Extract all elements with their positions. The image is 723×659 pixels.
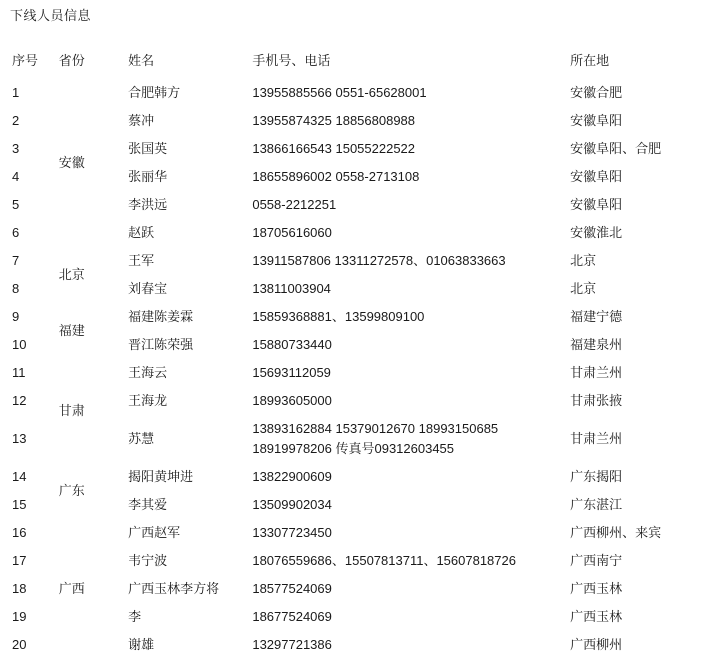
cell-name: 李 <box>128 609 142 624</box>
table-row <box>0 303 723 331</box>
cell-index: 1 <box>12 85 20 100</box>
phone-line: 0558-2212251 <box>252 197 337 212</box>
cell-phone <box>242 275 560 303</box>
cell-location: 广西南宁 <box>570 553 623 568</box>
cell-name: 张国英 <box>128 141 168 156</box>
phone-line: 15859368881、13599809100 <box>252 309 425 324</box>
phone-line: 13955885566 0551-65628001 <box>252 85 427 100</box>
cell-name: 谢雄 <box>128 637 155 652</box>
cell-index: 20 <box>12 637 27 652</box>
cell-province: 福建 <box>58 323 85 338</box>
cell-location: 安徽阜阳 <box>570 169 623 184</box>
phone-line: 15880733440 <box>252 337 332 352</box>
personnel-table <box>0 44 723 659</box>
column-header-phone: 手机号、电话 <box>252 53 331 68</box>
cell-index: 2 <box>12 113 20 128</box>
cell-province: 安徽 <box>58 155 85 170</box>
cell-index: 19 <box>12 609 27 624</box>
phone-line: 13893162884 15379012670 18993150685 <box>252 421 499 436</box>
cell-phone <box>242 79 560 107</box>
cell-index: 11 <box>12 365 26 380</box>
phone-line: 13297721386 <box>252 637 332 652</box>
cell-phone <box>242 163 560 191</box>
cell-phone <box>242 331 560 359</box>
cell-phone <box>242 547 560 575</box>
cell-index: 15 <box>12 497 27 512</box>
cell-index: 8 <box>12 281 20 296</box>
phone-line: 18577524069 <box>252 581 332 596</box>
cell-location: 北京 <box>570 281 597 296</box>
cell-name: 李洪远 <box>128 197 168 212</box>
cell-phone <box>242 631 560 659</box>
cell-location: 安徽阜阳、合肥 <box>570 141 662 156</box>
cell-phone <box>242 191 560 219</box>
cell-location: 广东湛江 <box>570 497 623 512</box>
cell-location: 广东揭阳 <box>570 469 623 484</box>
cell-name: 蔡冲 <box>128 113 155 128</box>
cell-province: 广西 <box>58 581 85 596</box>
cell-index: 6 <box>12 225 20 240</box>
table-header-row <box>0 44 723 79</box>
cell-index: 10 <box>12 337 27 352</box>
cell-location: 广西玉林 <box>570 609 623 624</box>
cell-location: 广西柳州、来宾 <box>570 525 662 540</box>
cell-index: 12 <box>12 393 27 408</box>
cell-location: 甘肃兰州 <box>570 431 623 446</box>
cell-index: 5 <box>12 197 20 212</box>
cell-name: 福建陈姜霖 <box>128 309 194 324</box>
cell-location: 福建宁德 <box>570 309 623 324</box>
phone-line: 18677524069 <box>252 609 332 624</box>
table-row <box>0 463 723 491</box>
cell-index: 18 <box>12 581 27 596</box>
phone-line: 18919978206 传真号09312603455 <box>252 441 455 456</box>
cell-name: 王海龙 <box>128 393 168 408</box>
cell-name: 李其爱 <box>128 497 168 512</box>
cell-location: 安徽阜阳 <box>570 113 623 128</box>
cell-location: 广西玉林 <box>570 581 623 596</box>
cell-index: 14 <box>12 469 27 484</box>
cell-phone <box>242 107 560 135</box>
page-title: 下线人员信息 <box>10 8 92 23</box>
cell-name: 王海云 <box>128 365 168 380</box>
phone-line: 15693112059 <box>252 365 331 380</box>
cell-name: 广西玉林李方将 <box>128 581 220 596</box>
cell-phone <box>242 491 560 519</box>
cell-name: 赵跃 <box>128 225 155 240</box>
phone-line: 18993605000 <box>252 393 332 408</box>
cell-province: 甘肃 <box>58 403 85 418</box>
cell-phone <box>242 387 560 415</box>
cell-location: 甘肃张掖 <box>570 393 623 408</box>
cell-phone <box>242 135 560 163</box>
cell-index: 17 <box>12 553 27 568</box>
phone-line: 13866166543 15055222522 <box>252 141 416 156</box>
table-row <box>0 519 723 547</box>
phone-line: 13307723450 <box>252 525 332 540</box>
cell-location: 福建泉州 <box>570 337 623 352</box>
phone-line: 18705616060 <box>252 225 332 240</box>
phone-line: 13911587806 13311272578、01063833663 <box>252 253 506 268</box>
cell-phone <box>242 303 560 331</box>
column-header-location: 所在地 <box>570 53 610 68</box>
cell-province: 广东 <box>58 483 85 498</box>
cell-phone <box>242 575 560 603</box>
cell-name: 合肥韩方 <box>128 85 181 100</box>
column-header-province: 省份 <box>58 53 85 68</box>
cell-name: 揭阳黄坤进 <box>128 469 194 484</box>
phone-line: 13811003904 <box>252 281 331 296</box>
cell-phone <box>242 463 560 491</box>
cell-phone <box>242 415 560 463</box>
cell-name: 晋江陈荣强 <box>128 337 194 352</box>
cell-location: 安徽淮北 <box>570 225 623 240</box>
table-row <box>0 79 723 107</box>
cell-location: 广西柳州 <box>570 637 623 652</box>
phone-line: 18076559686、15507813711、15607818726 <box>252 553 516 568</box>
cell-province: 北京 <box>58 267 85 282</box>
table-header <box>0 44 723 79</box>
table-row <box>0 359 723 387</box>
cell-index: 4 <box>12 169 20 184</box>
table-body <box>0 79 723 659</box>
cell-index: 7 <box>12 253 20 268</box>
phone-line: 13955874325 18856808988 <box>252 113 416 128</box>
cell-name: 苏慧 <box>128 431 155 446</box>
cell-index: 9 <box>12 309 20 324</box>
cell-phone <box>242 247 560 275</box>
cell-location: 甘肃兰州 <box>570 365 623 380</box>
cell-index: 13 <box>12 431 27 446</box>
cell-phone <box>242 519 560 547</box>
phone-line: 13509902034 <box>252 497 332 512</box>
cell-name: 刘春宝 <box>128 281 168 296</box>
cell-name: 广西赵军 <box>128 525 181 540</box>
phone-line: 18655896002 0558-2713108 <box>252 169 420 184</box>
cell-name: 王军 <box>128 253 155 268</box>
cell-index: 3 <box>12 141 20 156</box>
phone-line: 13822900609 <box>252 469 332 484</box>
table-row <box>0 247 723 275</box>
cell-name: 韦宁波 <box>128 553 168 568</box>
column-header-name: 姓名 <box>128 53 155 68</box>
cell-phone <box>242 359 560 387</box>
column-header-index: 序号 <box>12 53 39 68</box>
cell-phone <box>242 603 560 631</box>
cell-phone <box>242 219 560 247</box>
cell-index: 16 <box>12 525 27 540</box>
cell-location: 安徽合肥 <box>570 85 623 100</box>
cell-location: 北京 <box>570 253 597 268</box>
cell-location: 安徽阜阳 <box>570 197 623 212</box>
cell-name: 张丽华 <box>128 169 168 184</box>
